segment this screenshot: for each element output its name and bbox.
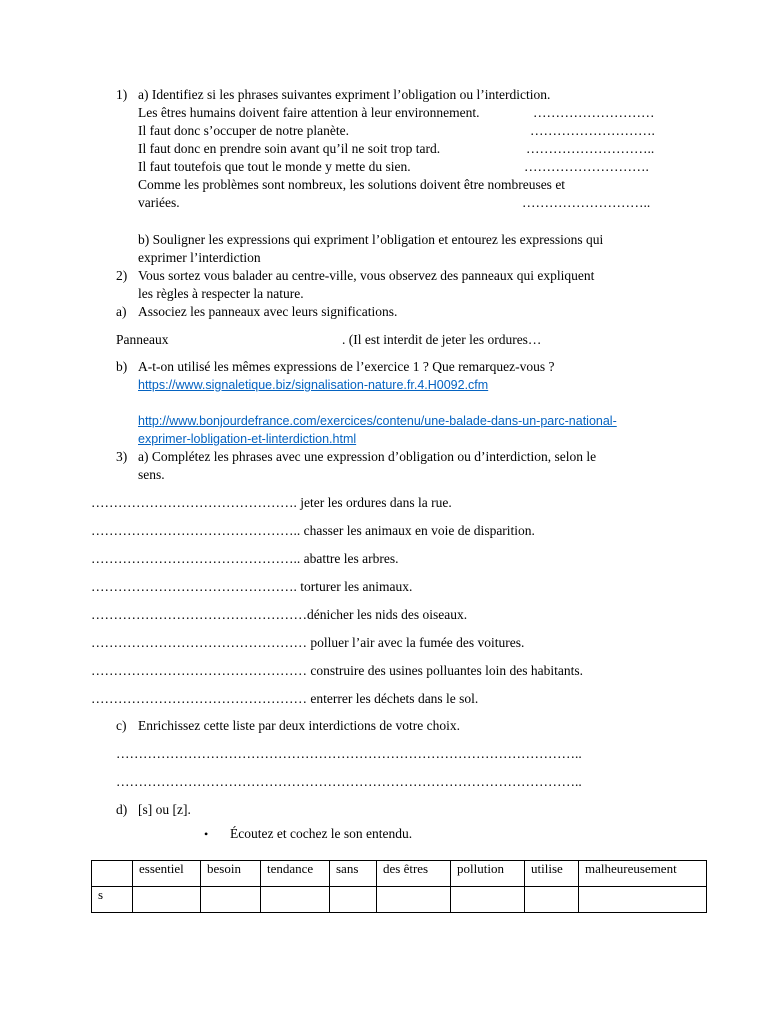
fill-line-2[interactable]: ……………………………………….. chasser les animaux en voie de disparition. (91, 523, 535, 538)
q2-b-text: A-t-on utilisé les mêmes expressions de l’exercice 1 ? Que remarquez-vous ? (138, 359, 555, 374)
fill-line-3[interactable]: ……………………………………….. abattre les arbres. (91, 551, 399, 566)
header-cell-tendance: tendance (261, 861, 330, 887)
q1-sentence-2-blank[interactable]: ………………………. (530, 123, 655, 138)
q1-sentence-6-blank[interactable]: ……………………….. (522, 195, 651, 210)
panneaux-meaning: . (Il est interdit de jeter les ordures… (342, 332, 542, 347)
q3-d-label: d) (116, 802, 128, 817)
fill-line-4[interactable]: ………………………………………. torturer les animaux. (91, 579, 413, 594)
sound-table-header-row (92, 861, 707, 887)
q1-sentence-1-blank[interactable]: ……………………… (533, 105, 655, 120)
row-label-s: s (92, 887, 133, 913)
q1-sentence-6: variées. (138, 195, 180, 210)
q1-sentence-4-blank[interactable]: ………………………. (524, 159, 649, 174)
bullet-instruction: Écoutez et cochez le son entendu. (230, 826, 413, 841)
checkbox-cell[interactable] (133, 887, 201, 913)
q1-sentence-5: Comme les problèmes sont nombreux, les solutions doivent être nombreuses et (138, 177, 566, 192)
q3-c-label: c) (116, 718, 127, 733)
checkbox-cell[interactable] (201, 887, 261, 913)
c-answer-line-2[interactable]: ………………………………………………………………………………………….. (116, 774, 582, 789)
q3-d-text: [s] ou [z]. (138, 802, 191, 817)
q1-sentence-3-blank[interactable]: ……………………….. (526, 141, 655, 156)
q1-sentence-3: Il faut donc en prendre soin avant qu’il ne soit trop tard. (138, 141, 441, 156)
fill-line-8[interactable]: ………………………………………… enterrer les déchets dans le sol. (91, 691, 479, 706)
bonjourdefrance-link-line-2[interactable]: exprimer-lobligation-et-linterdiction.html (138, 432, 357, 446)
q3-c-text: Enrichissez cette liste par deux interdictions de votre choix. (138, 718, 461, 733)
header-cell-besoin: besoin (201, 861, 261, 887)
sound-table-row-s (92, 887, 707, 913)
signaletique-link[interactable]: https://www.signaletique.biz/signalisation-nature.fr.4.H0092.cfm (138, 378, 489, 392)
checkbox-cell[interactable] (330, 887, 377, 913)
header-cell-empty (92, 861, 133, 887)
c-answer-line-1[interactable]: ………………………………………………………………………………………….. (116, 746, 582, 761)
header-cell-malheureusement: malheureusement (579, 861, 707, 887)
checkbox-cell[interactable] (377, 887, 451, 913)
fill-line-7[interactable]: ………………………………………… construire des usines polluantes loin des habitants. (91, 663, 583, 678)
bonjourdefrance-link-line-1[interactable]: http://www.bonjourdefrance.com/exercices/contenu/une-balade-dans-un-parc-national- (138, 414, 617, 428)
checkbox-cell[interactable] (525, 887, 579, 913)
q2-a-text: Associez les panneaux avec leurs significations. (138, 304, 398, 319)
q1-number: 1) (116, 87, 128, 102)
q1-sentence-2: Il faut donc s’occuper de notre planète. (138, 123, 350, 138)
q2-number: 2) (116, 268, 128, 283)
fill-line-6[interactable]: ………………………………………… polluer l’air avec la fumée des voitures. (91, 635, 525, 650)
checkbox-cell[interactable] (579, 887, 707, 913)
q3-line-1: a) Complétez les phrases avec une expression d’obligation ou d’interdiction, selon le (138, 449, 597, 464)
q1-sentence-4: Il faut toutefois que tout le monde y mette du sien. (138, 159, 411, 174)
fill-line-1[interactable]: ………………………………………. jeter les ordures dans la rue. (91, 495, 452, 510)
header-cell-utilise: utilise (525, 861, 579, 887)
header-cell-sans: sans (330, 861, 377, 887)
checkbox-cell[interactable] (451, 887, 525, 913)
q3-number: 3) (116, 449, 128, 464)
q1-b-line-1: b) Souligner les expressions qui expriment l’obligation et entourez les expressions qui (138, 232, 604, 247)
q3-line-2: sens. (138, 467, 165, 482)
panneaux-label: Panneaux (116, 332, 169, 347)
q1-b-line-2: exprimer l’interdiction (138, 250, 261, 265)
fill-line-5[interactable]: …………………………………………dénicher les nids des oiseaux. (91, 607, 468, 622)
header-cell-pollution: pollution (451, 861, 525, 887)
q1-a-title: a) Identifiez si les phrases suivantes expriment l’obligation ou l’interdiction. (138, 87, 551, 102)
q2-line-1: Vous sortez vous balader au centre-ville, vous observez des panneaux qui expliquent (138, 268, 595, 283)
checkbox-cell[interactable] (261, 887, 330, 913)
bullet-icon: • (204, 827, 209, 841)
q2-line-2: les règles à respecter la nature. (138, 286, 304, 301)
q2-a-label: a) (116, 304, 127, 319)
header-cell-des-etres: des êtres (377, 861, 451, 887)
q1-sentence-1: Les êtres humains doivent faire attention à leur environnement. (138, 105, 480, 120)
sound-table (91, 860, 707, 913)
header-cell-essentiel: essentiel (133, 861, 201, 887)
q2-b-label: b) (116, 359, 128, 374)
